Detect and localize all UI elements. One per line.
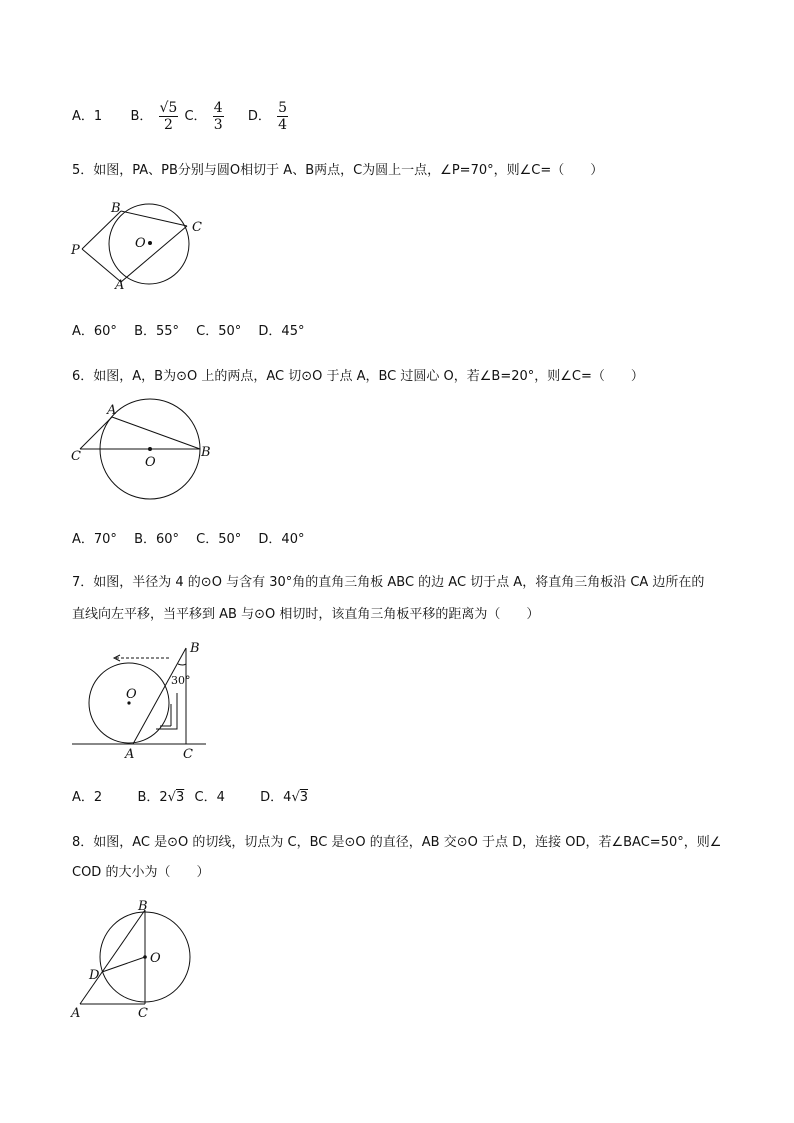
q5-label-p: P	[71, 243, 80, 258]
q8-segment-od	[102, 957, 145, 972]
q4-option-b-fraction: $\frac{√5}{2}$	[159, 100, 178, 133]
q7-options	[72, 786, 308, 805]
q7-label-c: C	[183, 747, 193, 762]
q8-figure	[66, 897, 206, 1022]
q4-option-d: D．	[247, 109, 271, 124]
q6-label-c: C	[71, 449, 81, 464]
q7-triangle-inner	[156, 693, 177, 729]
q6-label-b: B	[201, 445, 211, 460]
q6-options: A．70° B．60° C．50° D．40°	[72, 532, 305, 547]
q5-figure	[66, 195, 216, 295]
q7-option-d: D．4	[260, 790, 292, 805]
q5-label-c: C	[192, 220, 202, 235]
q7-label-o: O	[126, 687, 137, 702]
q4-option-c: C．	[184, 109, 207, 124]
q6-label-a: A	[107, 403, 117, 418]
q7-option-c: C．4	[194, 790, 238, 805]
q4-options	[72, 100, 290, 133]
q5-options: A．60° B．55° C．50° D．45°	[72, 324, 305, 339]
q7-label-a: A	[125, 747, 135, 762]
q5-segment-ac	[121, 226, 187, 282]
q8-question-line1: 8．如图，AC 是⊙O 的切线，切点为 C，BC 是⊙O 的直径，AB 交⊙O 于点 D，连接 OD，若∠BAC=50°，则∠	[72, 835, 722, 850]
q7-label-b: B	[190, 641, 200, 656]
q8-center-dot	[143, 955, 147, 959]
q5-segment-pb	[82, 211, 121, 249]
q6-figure	[66, 398, 226, 508]
q6-question: 6．如图，A，B为⊙O 上的两点，AC 切⊙O 于点 A，BC 过圆心 O，若∠B=20°，则∠C=（ ）	[72, 369, 644, 384]
q7-angle-arc	[178, 664, 186, 665]
q7-option-a: A．2	[72, 790, 116, 805]
q7-label-angle: 30°	[171, 674, 191, 687]
q6-segment-ca	[80, 417, 112, 449]
q4-option-c-fraction: $\frac{4}{3}$	[213, 100, 223, 133]
q7-option-b: B．2	[137, 790, 168, 805]
q5-label-a: A	[115, 278, 125, 293]
q7-option-b-radical: √3	[167, 790, 185, 805]
q8-label-b: B	[138, 899, 148, 914]
q5-question: 5．如图，PA、PB分别与圆O相切于 A、B两点，C为圆上一点，∠P=70°，则∠C=（ ）	[72, 163, 604, 178]
q5-segment-bc	[121, 211, 187, 226]
q6-label-o: O	[145, 455, 156, 470]
q6-center-dot	[148, 447, 152, 451]
q7-question-line1: 7．如图，半径为 4 的⊙O 与含有 30°角的直角三角板 ABC 的边 AC 切于点 A，将直角三角板沿 CA 边所在的	[72, 575, 705, 590]
q8-label-c: C	[138, 1006, 148, 1021]
q5-label-o: O	[135, 236, 146, 251]
q8-question-line2: COD 的大小为（ ）	[72, 865, 210, 880]
q8-label-d: D	[89, 968, 100, 983]
q4-option-b: B．	[130, 109, 153, 124]
q7-option-d-radical: √3	[291, 790, 309, 805]
q5-center-dot	[148, 241, 152, 245]
q7-question-line2: 直线向左平移，当平移到 AB 与⊙O 相切时，该直角三角板平移的距离为（ ）	[72, 607, 540, 622]
q4-option-d-fraction: $\frac{5}{4}$	[278, 100, 287, 133]
q7-figure	[66, 638, 216, 762]
q5-label-b: B	[111, 201, 121, 216]
q6-segment-ab	[112, 417, 200, 449]
q4-option-a: A．1	[72, 109, 103, 124]
q8-segment-ab	[80, 910, 145, 1004]
q8-label-a: A	[71, 1006, 81, 1021]
q8-label-o: O	[150, 951, 161, 966]
